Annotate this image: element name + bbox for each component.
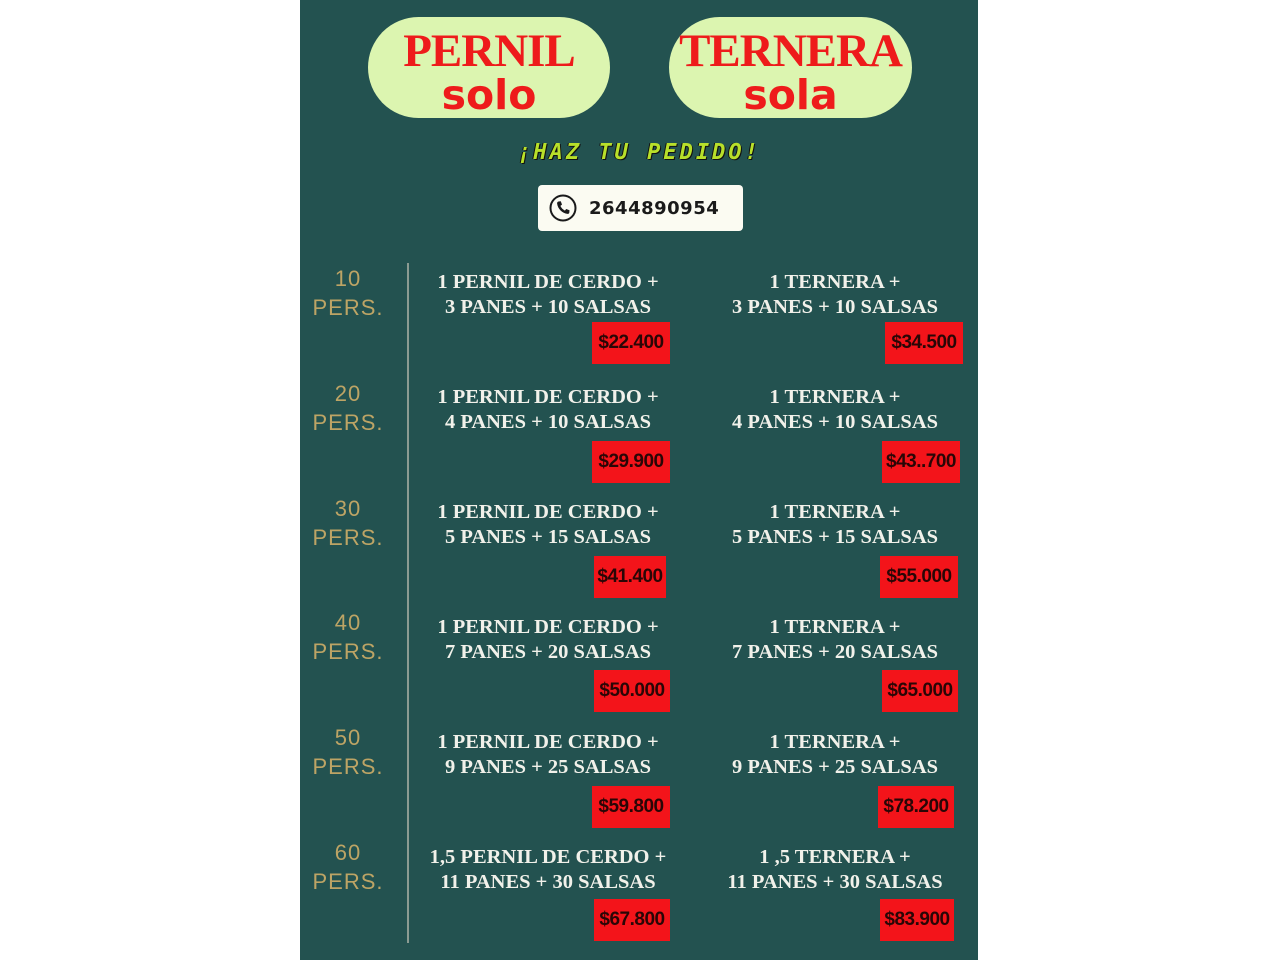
ternera-package-line-1: 1 TERNERA +	[769, 616, 901, 638]
pernil-package-line-1: 1 PERNIL DE CERDO +	[437, 386, 659, 408]
ternera-price-tag: $43..700	[882, 441, 960, 483]
ternera-package-description	[690, 615, 978, 665]
pernil-package-description	[403, 615, 693, 665]
pernil-price-tag: $41.400	[594, 556, 666, 598]
pernil-price-tag: $59.800	[592, 786, 670, 828]
ternera-package-line-2: 4 PANES + 10 SALSAS	[731, 411, 939, 433]
tier-label	[300, 494, 396, 552]
tier-label	[300, 723, 396, 781]
phone-number: 2644890954	[589, 197, 720, 219]
phone-contact[interactable]	[538, 185, 743, 231]
tier-label	[300, 379, 396, 437]
tier-people-count: 60	[334, 840, 362, 865]
ternera-package-description	[690, 270, 978, 320]
tier-people-unit: PERS.	[312, 410, 384, 435]
order-call-to-action: ¡HAZ TU PEDIDO!	[517, 140, 761, 165]
tier-people-unit: PERS.	[312, 639, 384, 664]
pernil-package-description	[403, 500, 693, 550]
menu-poster	[300, 0, 978, 960]
column-divider	[407, 263, 409, 943]
tier-people-unit: PERS.	[312, 754, 384, 779]
ternera-package-line-2: 11 PANES + 30 SALSAS	[727, 871, 943, 893]
pernil-package-line-2: 11 PANES + 30 SALSAS	[440, 871, 656, 893]
ternera-title: TERNERA	[679, 25, 902, 77]
pernil-package-description	[403, 730, 693, 780]
pernil-package-line-2: 7 PANES + 20 SALSAS	[444, 641, 652, 663]
pernil-package-description	[403, 845, 693, 895]
ternera-price-tag: $34.500	[885, 322, 963, 364]
pernil-price-tag: $50.000	[594, 670, 670, 712]
ternera-subtitle: sola	[743, 71, 838, 119]
ternera-package-description	[690, 500, 978, 550]
tier-label	[300, 608, 396, 666]
pernil-package-description	[403, 270, 693, 320]
pernil-package-line-2: 5 PANES + 15 SALSAS	[444, 526, 652, 548]
tier-people-count: 40	[334, 610, 362, 635]
pernil-package-line-2: 4 PANES + 10 SALSAS	[444, 411, 652, 433]
ternera-price-tag: $55.000	[880, 556, 958, 598]
pernil-package-line-1: 1 PERNIL DE CERDO +	[437, 271, 659, 293]
pernil-title: PERNIL	[403, 25, 575, 77]
pernil-package-line-2: 9 PANES + 25 SALSAS	[444, 756, 652, 778]
pernil-price-tag: $22.400	[592, 322, 670, 364]
tier-people-count: 20	[334, 381, 362, 406]
phone-icon	[549, 194, 577, 222]
tier-people-unit: PERS.	[312, 295, 384, 320]
pernil-package-line-1: 1,5 PERNIL DE CERDO +	[429, 846, 667, 868]
ternera-price-tag: $78.200	[878, 786, 954, 828]
pernil-price-tag: $67.800	[594, 899, 670, 941]
ternera-package-description	[690, 385, 978, 435]
pernil-subtitle: solo	[441, 71, 537, 119]
ternera-header-pill	[669, 17, 912, 118]
ternera-package-line-2: 3 PANES + 10 SALSAS	[731, 296, 939, 318]
tier-people-unit: PERS.	[312, 525, 384, 550]
tier-label	[300, 838, 396, 896]
tier-label	[300, 264, 396, 322]
tier-people-count: 30	[334, 496, 362, 521]
ternera-package-line-1: 1 TERNERA +	[769, 501, 901, 523]
tier-people-unit: PERS.	[312, 869, 384, 894]
ternera-price-tag: $83.900	[880, 899, 954, 941]
ternera-package-line-2: 5 PANES + 15 SALSAS	[731, 526, 939, 548]
ternera-package-line-2: 9 PANES + 25 SALSAS	[731, 756, 939, 778]
ternera-package-description	[690, 730, 978, 780]
ternera-price-tag: $65.000	[882, 670, 958, 712]
ternera-package-line-1: 1 ,5 TERNERA +	[759, 846, 911, 868]
ternera-package-line-2: 7 PANES + 20 SALSAS	[731, 641, 939, 663]
pernil-package-line-1: 1 PERNIL DE CERDO +	[437, 616, 659, 638]
pernil-package-line-1: 1 PERNIL DE CERDO +	[437, 501, 659, 523]
pernil-package-line-2: 3 PANES + 10 SALSAS	[444, 296, 652, 318]
ternera-package-description	[690, 845, 978, 895]
pernil-package-description	[403, 385, 693, 435]
ternera-package-line-1: 1 TERNERA +	[769, 386, 901, 408]
tier-people-count: 10	[334, 266, 362, 291]
ternera-package-line-1: 1 TERNERA +	[769, 731, 901, 753]
pernil-header-pill	[368, 17, 610, 118]
ternera-package-line-1: 1 TERNERA +	[769, 271, 901, 293]
pernil-package-line-1: 1 PERNIL DE CERDO +	[437, 731, 659, 753]
tier-people-count: 50	[334, 725, 362, 750]
pernil-price-tag: $29.900	[592, 441, 670, 483]
